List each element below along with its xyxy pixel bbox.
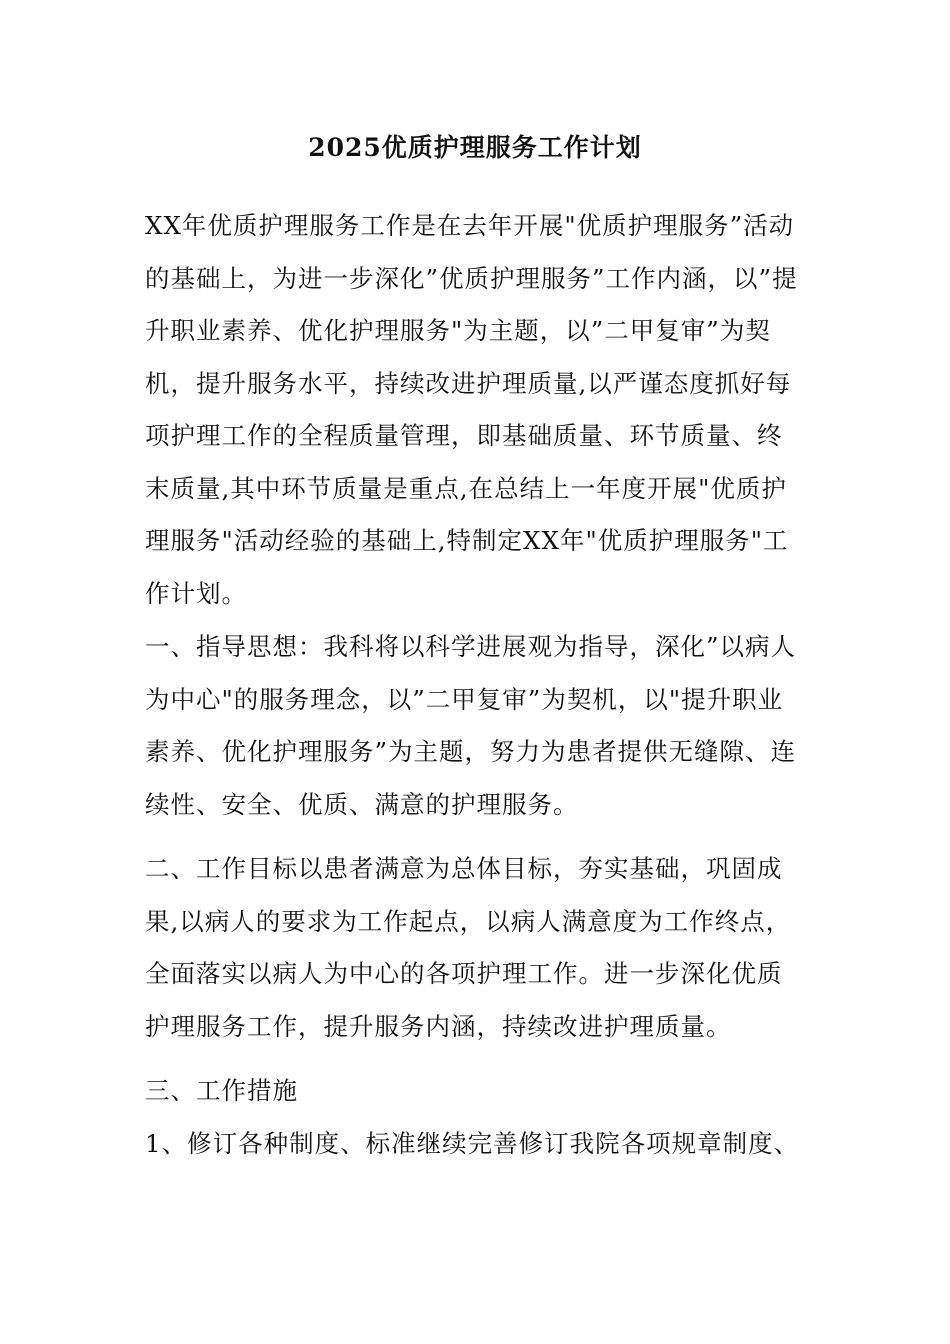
work-goal-paragraph: 二、工作目标以患者满意为总体目标，夯实基础，巩固成果,以病人的要求为工作起点，以病人满意度为工作终点，全面落实以病人为中心的各项护理工作。进一步深化优质护理服务工作，提升服务内涵，持续改进护理质量。 bbox=[145, 854, 792, 1041]
document-title: 2025优质护理服务工作计划 bbox=[308, 133, 642, 162]
guiding-thought-paragraph: 一、指导思想：我科将以科学进展观为指导，深化”以病人为中心"的服务理念，以”二甲复审”为契机，以"提升职业素养、优化护理服务”为主题，努力为患者提供无缝隙、连续性、安全、优质、满意的护理服务。 bbox=[145, 632, 797, 819]
work-measures-heading: 三、工作措施 bbox=[145, 1076, 298, 1105]
measure-item-1: 1、修订各种制度、标准继续完善修订我院各项规章制度、 bbox=[145, 1129, 800, 1158]
intro-paragraph: XX年优质护理服务工作是在去年开展"优质护理服务”活动的基础上，为进一步深化”优质护理服务”工作内涵，以”提升职业素养、优化护理服务"为主题，以”二甲复审”为契机，提升服务水平，持续改进护理质量,以严谨态度抓好每项护理工作的全程质量管理，即基础质量、环节质量、终末质量,其中环节质量是重点,在总结上一年度开展"优质护理服务"活动经验的基础上,特制定XX年"优质护理服务"工作计划。 bbox=[145, 211, 798, 608]
